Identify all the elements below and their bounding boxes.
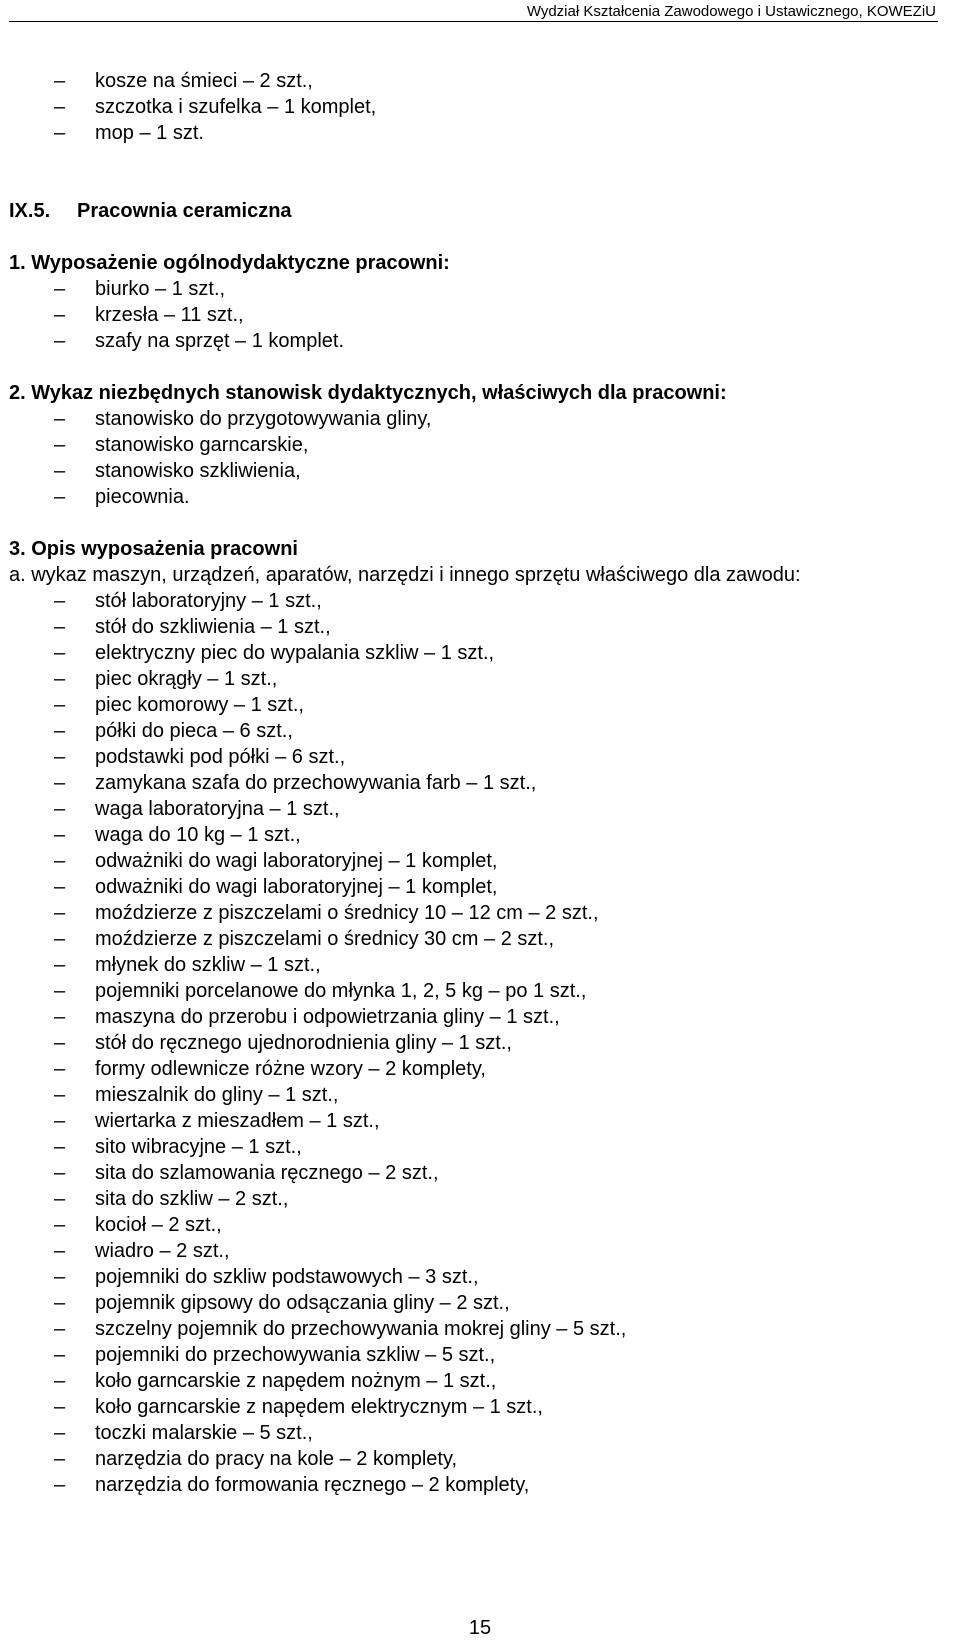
list-item: moździerze z piszczelami o średnicy 10 – 12 cm – 2 szt., — [95, 902, 599, 924]
list-item: stanowisko do przygotowywania gliny, — [95, 408, 432, 430]
list-item: mieszalnik do gliny – 1 szt., — [95, 1084, 339, 1106]
bullet-dash: – — [54, 1058, 66, 1080]
bullet-dash: – — [54, 1448, 66, 1470]
list-item: narzędzia do pracy na kole – 2 komplety, — [95, 1448, 458, 1470]
bullet-dash: – — [54, 772, 66, 794]
list-item: sita do szlamowania ręcznego – 2 szt., — [95, 1162, 439, 1184]
bullet-dash: – — [54, 408, 66, 430]
bullet-dash: – — [54, 1292, 66, 1314]
bullet-dash: – — [54, 330, 66, 352]
list-item: piecownia. — [95, 486, 190, 508]
bullet-dash: – — [54, 304, 66, 326]
bullet-dash: – — [54, 850, 66, 872]
list-item: sito wibracyjne – 1 szt., — [95, 1136, 302, 1158]
bullet-dash: – — [54, 1422, 66, 1444]
list-item: waga laboratoryjna – 1 szt., — [95, 798, 340, 820]
bullet-dash: – — [54, 70, 66, 92]
list-item: odważniki do wagi laboratoryjnej – 1 komplet, — [95, 876, 498, 898]
list-item: krzesła – 11 szt., — [95, 304, 244, 326]
list-item: kocioł – 2 szt., — [95, 1214, 222, 1236]
bullet-dash: – — [54, 1396, 66, 1418]
list-item: waga do 10 kg – 1 szt., — [95, 824, 301, 846]
bullet-dash: – — [54, 720, 66, 742]
list-item: szczelny pojemnik do przechowywania mokrej gliny – 5 szt., — [95, 1318, 627, 1340]
subsection-1-heading: 1. Wyposażenie ogólnodydaktyczne pracowni: — [9, 252, 450, 274]
list-item: stanowisko szkliwienia, — [95, 460, 301, 482]
bullet-dash: – — [54, 876, 66, 898]
list-item: piec okrągły – 1 szt., — [95, 668, 278, 690]
bullet-dash: – — [54, 928, 66, 950]
list-item: toczki malarskie – 5 szt., — [95, 1422, 313, 1444]
subsection-2-heading: 2. Wykaz niezbędnych stanowisk dydaktycznych, właściwych dla pracowni: — [9, 382, 727, 404]
list-item: młynek do szkliw – 1 szt., — [95, 954, 321, 976]
bullet-dash: – — [54, 1240, 66, 1262]
list-item: pojemniki do szkliw podstawowych – 3 szt., — [95, 1266, 479, 1288]
list-item: elektryczny piec do wypalania szkliw – 1 szt., — [95, 642, 495, 664]
list-item: maszyna do przerobu i odpowietrzania gliny – 1 szt., — [95, 1006, 560, 1028]
list-item: stół do ręcznego ujednorodnienia gliny – 1 szt., — [95, 1032, 512, 1054]
list-item: mop – 1 szt. — [95, 122, 204, 144]
list-item: narzędzia do formowania ręcznego – 2 komplety, — [95, 1474, 530, 1496]
list-item: stół do szkliwienia – 1 szt., — [95, 616, 331, 638]
bullet-dash: – — [54, 642, 66, 664]
bullet-dash: – — [54, 1370, 66, 1392]
list-item: pojemniki do przechowywania szkliw – 5 szt., — [95, 1344, 496, 1366]
bullet-dash: – — [54, 902, 66, 924]
bullet-dash: – — [54, 1162, 66, 1184]
bullet-dash: – — [54, 1266, 66, 1288]
list-item: stanowisko garncarskie, — [95, 434, 309, 456]
bullet-dash: – — [54, 980, 66, 1002]
section-number: IX.5. — [9, 200, 51, 222]
list-item: biurko – 1 szt., — [95, 278, 226, 300]
bullet-dash: – — [54, 668, 66, 690]
bullet-dash: – — [54, 96, 66, 118]
bullet-dash: – — [54, 1084, 66, 1106]
bullet-dash: – — [54, 824, 66, 846]
bullet-dash: – — [54, 694, 66, 716]
bullet-dash: – — [54, 1474, 66, 1496]
bullet-dash: – — [54, 1344, 66, 1366]
list-item: wiadro – 2 szt., — [95, 1240, 230, 1262]
bullet-dash: – — [54, 1110, 66, 1132]
bullet-dash: – — [54, 486, 66, 508]
subsection-3a-heading: a. wykaz maszyn, urządzeń, aparatów, narzędzi i innego sprzętu właściwego dla zawodu: — [9, 564, 801, 586]
list-item: piec komorowy – 1 szt., — [95, 694, 304, 716]
list-item: formy odlewnicze różne wzory – 2 komplety, — [95, 1058, 486, 1080]
list-item: odważniki do wagi laboratoryjnej – 1 komplet, — [95, 850, 498, 872]
list-item: moździerze z piszczelami o średnicy 30 cm – 2 szt., — [95, 928, 555, 950]
header-text: Wydział Kształcenia Zawodowego i Ustawicznego, KOWEZiU — [526, 3, 936, 20]
page-number: 15 — [468, 1617, 492, 1639]
list-item: koło garncarskie z napędem nożnym – 1 szt., — [95, 1370, 497, 1392]
bullet-dash: – — [54, 122, 66, 144]
bullet-dash: – — [54, 746, 66, 768]
list-item: wiertarka z mieszadłem – 1 szt., — [95, 1110, 380, 1132]
list-item: koło garncarskie z napędem elektrycznym – 1 szt., — [95, 1396, 543, 1418]
bullet-dash: – — [54, 798, 66, 820]
section-title: Pracownia ceramiczna — [77, 200, 292, 222]
bullet-dash: – — [54, 1136, 66, 1158]
list-item: podstawki pod półki – 6 szt., — [95, 746, 346, 768]
bullet-dash: – — [54, 460, 66, 482]
list-item: szafy na sprzęt – 1 komplet. — [95, 330, 345, 352]
list-item: szczotka i szufelka – 1 komplet, — [95, 96, 377, 118]
list-item: pojemniki porcelanowe do młynka 1, 2, 5 kg – po 1 szt., — [95, 980, 587, 1002]
bullet-dash: – — [54, 1214, 66, 1236]
bullet-dash: – — [54, 616, 66, 638]
list-item: sita do szkliw – 2 szt., — [95, 1188, 289, 1210]
bullet-dash: – — [54, 1188, 66, 1210]
bullet-dash: – — [54, 954, 66, 976]
list-item: kosze na śmieci – 2 szt., — [95, 70, 313, 92]
bullet-dash: – — [54, 1032, 66, 1054]
subsection-3-heading: 3. Opis wyposażenia pracowni — [9, 538, 298, 560]
list-item: pojemnik gipsowy do odsączania gliny – 2 szt., — [95, 1292, 510, 1314]
list-item: stół laboratoryjny – 1 szt., — [95, 590, 322, 612]
bullet-dash: – — [54, 434, 66, 456]
bullet-dash: – — [54, 278, 66, 300]
bullet-dash: – — [54, 590, 66, 612]
list-item: półki do pieca – 6 szt., — [95, 720, 293, 742]
bullet-dash: – — [54, 1006, 66, 1028]
list-item: zamykana szafa do przechowywania farb – 1 szt., — [95, 772, 537, 794]
bullet-dash: – — [54, 1318, 66, 1340]
